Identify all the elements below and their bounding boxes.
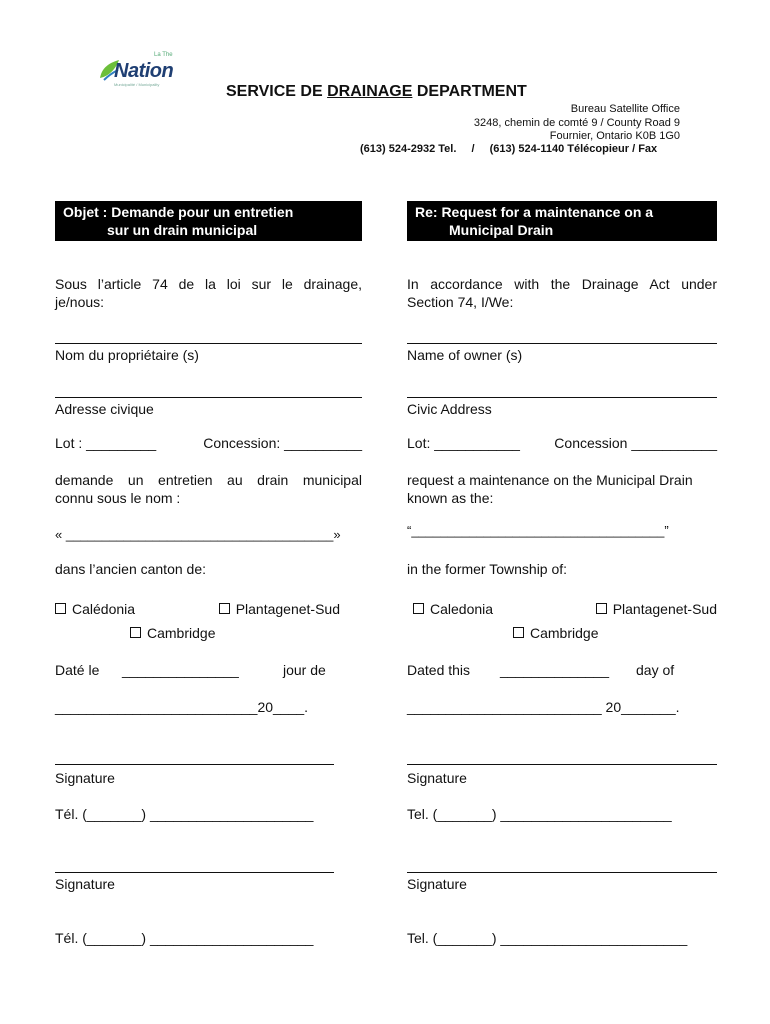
title-prefix: SERVICE DE (226, 83, 328, 100)
checkbox-icon (55, 603, 66, 614)
intro-fr-line2: je/nous: (55, 294, 105, 310)
lot-field-en[interactable]: Lot: ___________ (407, 435, 520, 451)
checkbox-icon (130, 627, 141, 638)
intro-en-line2: Section 74, I/We: (407, 294, 514, 310)
option-label: Cambridge (147, 625, 216, 641)
subject-heading-en (407, 201, 717, 241)
tel-field-fr-2[interactable]: Tél. (_______) _____________________ (55, 930, 314, 946)
lot-concession-row-fr (55, 435, 362, 451)
checkbox-icon (413, 603, 424, 614)
checkbox-caledonia-en[interactable] (413, 601, 493, 617)
checkbox-icon (513, 627, 524, 638)
signature-label-en-1: Signature (407, 770, 467, 786)
office-city: Fournier, Ontario K0B 1G0 (549, 130, 680, 142)
owner-field-fr[interactable] (55, 343, 362, 344)
year-field-en[interactable]: _________________________ 20_______. (407, 699, 680, 715)
subject-heading-fr (55, 201, 362, 241)
subject-fr-line2: sur un drain municipal (107, 222, 258, 238)
contact-separator: / (471, 143, 475, 155)
address-field-en[interactable] (407, 397, 717, 398)
contact-line (360, 143, 657, 155)
drain-name-field-fr[interactable]: « _____________________________________» (55, 527, 341, 542)
request-fr-line2: connu sous le nom : (55, 490, 181, 506)
subject-en-line2: Municipal Drain (449, 222, 554, 238)
option-label: Calédonia (72, 601, 136, 617)
checkbox-cambridge-en[interactable] (513, 624, 598, 642)
fax-number: (613) 524-1140 Télécopieur / Fax (489, 143, 658, 155)
tel-field-en-1[interactable]: Tel. (_______) ______________________ (407, 806, 672, 822)
address-label-fr: Adresse civique (55, 401, 154, 417)
subject-en-line1: Re: Request for a maintenance on a (415, 204, 654, 220)
signature-field-en-2[interactable] (407, 872, 717, 873)
option-label: Caledonia (430, 601, 494, 617)
logo-tagline: Municipalité / Municipality (114, 82, 160, 87)
logo-small-text: La The (154, 52, 173, 58)
signature-label-fr-2: Signature (55, 876, 115, 892)
signature-field-fr-1[interactable] (55, 764, 334, 765)
township-label-fr: dans l’ancien canton de: (55, 561, 206, 577)
office-address: 3248, chemin de comté 9 / County Road 9 (473, 117, 680, 129)
year-field-fr[interactable]: __________________________20____. (55, 699, 309, 715)
phone-number: (613) 524-2932 Tel. (360, 143, 457, 155)
signature-field-fr-2[interactable] (55, 872, 334, 873)
municipality-logo (98, 52, 184, 88)
address-field-fr[interactable] (55, 397, 362, 398)
township-options-en (407, 601, 717, 617)
checkbox-icon (596, 603, 607, 614)
intro-en-line1: In accordance with the Drainage Act under (407, 276, 717, 292)
owner-field-en[interactable] (407, 343, 717, 344)
office-name: Bureau Satellite Office (570, 103, 680, 115)
subject-fr-line1: Objet : Demande pour un entretien (63, 204, 294, 220)
owner-label-en: Name of owner (s) (407, 347, 523, 363)
dated-label-en: Dated this (407, 662, 471, 678)
concession-field-fr[interactable]: Concession: __________ (203, 435, 362, 451)
lot-concession-row-en (407, 435, 717, 451)
page-title (226, 83, 527, 101)
checkbox-plantagenet-fr[interactable] (219, 601, 340, 617)
dated-field-en[interactable]: ______________ (500, 662, 610, 678)
tel-field-fr-1[interactable]: Tél. (_______) _____________________ (55, 806, 314, 822)
address-label-en: Civic Address (407, 401, 492, 417)
option-label: Plantagenet-Sud (612, 601, 717, 617)
township-label-en: in the former Township of: (407, 561, 568, 577)
checkbox-icon (219, 603, 230, 614)
dated-field-fr[interactable]: _______________ (122, 662, 239, 678)
signature-label-fr-1: Signature (55, 770, 115, 786)
drain-name-field-en[interactable]: “___________________________________” (407, 523, 669, 538)
owner-label-fr: Nom du propriétaire (s) (55, 347, 199, 363)
day-label-fr: jour de (283, 662, 326, 678)
intro-fr-line1: Sous l’article 74 de la loi sur le drainage, (55, 276, 362, 292)
option-label: Cambridge (530, 625, 599, 641)
township-options-fr (55, 601, 362, 617)
dated-label-fr: Daté le (55, 662, 100, 678)
signature-label-en-2: Signature (407, 876, 467, 892)
checkbox-cambridge-fr[interactable] (130, 624, 215, 642)
option-label: Plantagenet-Sud (235, 601, 340, 617)
title-suffix: DEPARTMENT (412, 83, 527, 100)
day-label-en: day of (636, 662, 675, 678)
checkbox-plantagenet-en[interactable] (596, 601, 717, 617)
lot-field-fr[interactable]: Lot : _________ (55, 435, 157, 451)
logo-wordmark: Nation (114, 60, 174, 82)
request-en-line2: known as the: (407, 490, 494, 506)
concession-field-en[interactable]: Concession ___________ (554, 435, 717, 451)
checkbox-caledonia-fr[interactable] (55, 601, 135, 617)
title-underlined: DRAINAGE (327, 83, 413, 100)
request-en-line1: request a maintenance on the Municipal Drain (407, 472, 693, 488)
tel-field-en-2[interactable]: Tel. (_______) ________________________ (407, 930, 688, 946)
request-fr-line1: demande un entretien au drain municipal (55, 472, 362, 488)
signature-field-en-1[interactable] (407, 764, 717, 765)
